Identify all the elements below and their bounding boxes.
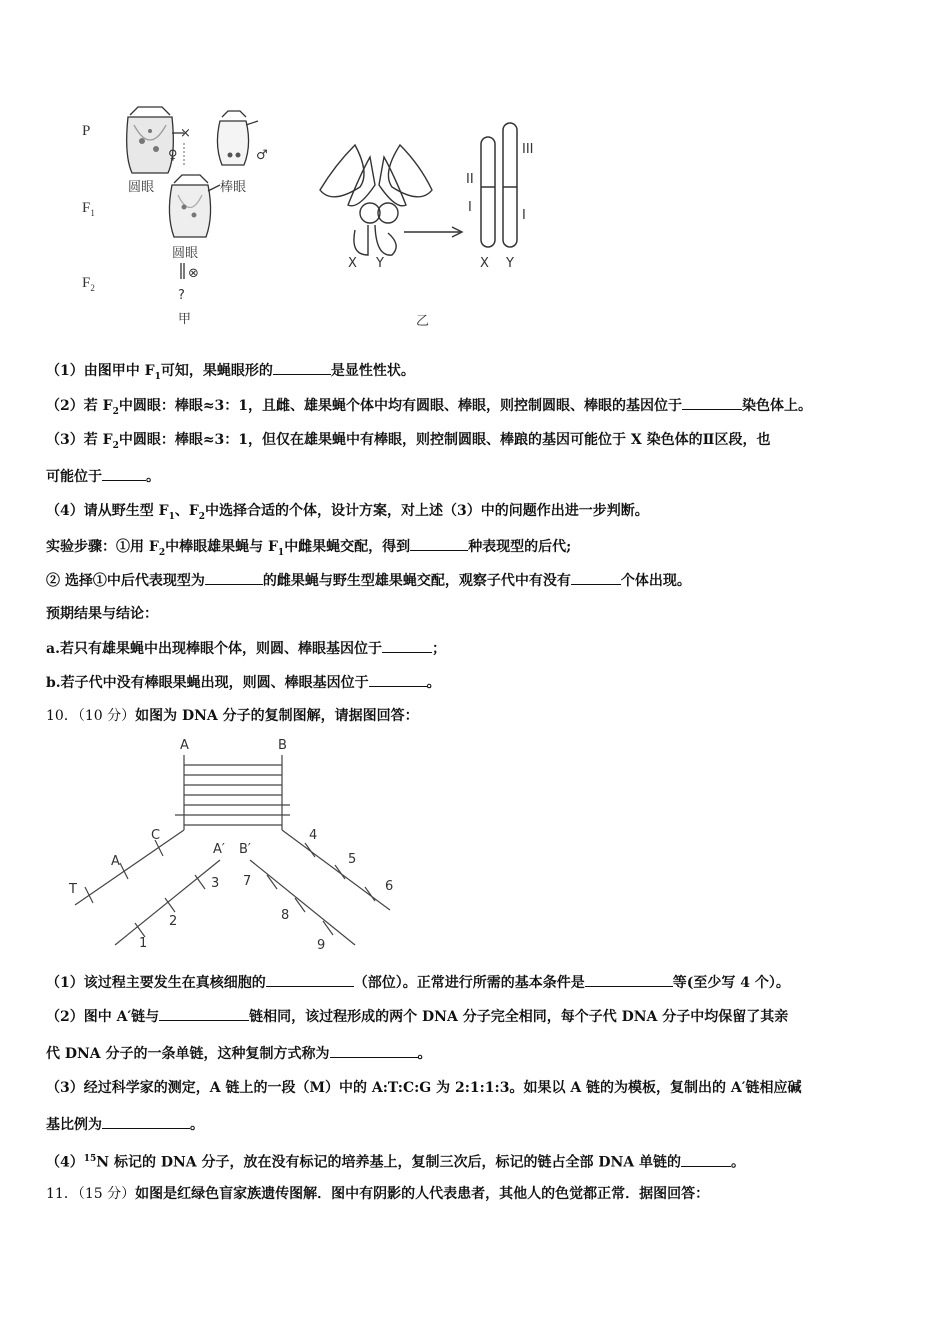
double-helix-parent: [75, 755, 390, 945]
generation-f2-label: $F_2$: [82, 275, 95, 293]
q9-part3-cont: 可能位于 。: [46, 466, 160, 487]
male-fly-bar-eye: [217, 111, 258, 165]
label-a2: A: [111, 854, 120, 869]
chromosome-set-drawing: [320, 145, 462, 255]
answer-blank[interactable]: [571, 570, 621, 585]
question-title: 如图为 DNA 分子的复制图解，请据图回答：: [135, 708, 419, 724]
num-9: 9: [317, 938, 326, 953]
y-chromosome-rod: [503, 123, 517, 247]
num-8: 8: [281, 908, 290, 923]
female-symbol: ♀: [168, 148, 178, 163]
answer-blank[interactable]: [585, 972, 673, 987]
answer-blank[interactable]: [681, 1152, 731, 1167]
q10-part3: （3）经过科学家的测定，A 链上的一段（M）中的 A:T:C:G 为 2:1:1:3。如果以 A 链的为模板，复制出的 A′链相应碱: [46, 1080, 802, 1096]
q11-header: [46, 1184, 709, 1204]
label-c: C: [151, 828, 161, 843]
num-4: 4: [309, 828, 318, 843]
label-t: T: [69, 882, 77, 897]
label-a-prime: A′: [213, 842, 225, 857]
question-number: 11．（15 分）: [46, 1186, 136, 1202]
q9-step1: 实验步骤：①用 $F_2$中棒眼雄果蝇与 $F_1$中雌果蝇交配，得到 种表现型的后代;: [46, 536, 571, 563]
label-x-pair: X: [348, 256, 357, 271]
x-chromosome-rod: [481, 137, 495, 247]
f2-question-mark: ?: [178, 288, 185, 303]
q10-part3-cont: 基比例为 。: [46, 1114, 204, 1135]
q9-step2: ② 选择①中后代表现型为 的雌果蝇与野生型雄果蝇交配，观察子代中有没有 个体出现。: [46, 570, 691, 591]
figure-drawing: [70, 95, 590, 335]
answer-blank[interactable]: [273, 360, 331, 375]
q10-part1: （1）该过程主要发生在真核细胞的 （部位）。正常进行所需的基本条件是 等(至少写 4 个）。: [46, 972, 790, 993]
answer-blank[interactable]: [102, 1114, 190, 1129]
region-i-y-label: I: [522, 208, 526, 223]
q10-header: [46, 706, 419, 726]
q9-expect-heading: 预期结果与结论：: [46, 606, 158, 622]
label-b: B: [278, 738, 287, 753]
label-b-prime: B′: [239, 842, 251, 857]
selfing-symbol: ⊗: [188, 266, 199, 281]
question-title: 如图是红绿色盲家族遗传图解．图中有阴影的人代表患者，其他人的色觉都正常．据图回答：: [135, 1186, 710, 1202]
male-symbol: ♂: [256, 148, 268, 163]
answer-blank[interactable]: [205, 570, 263, 585]
region-iii-label: III: [522, 142, 534, 157]
female-fly-round-eye: [127, 107, 184, 173]
num-7: 7: [243, 874, 252, 889]
answer-blank[interactable]: [330, 1043, 418, 1058]
f1-fly-round-eye: [169, 175, 220, 237]
answer-blank[interactable]: [410, 536, 468, 551]
label-bar-eye-p: 棒眼: [220, 180, 247, 195]
figure-fly-cross-and-chromosomes: [70, 95, 590, 335]
generation-p-label: P: [82, 123, 91, 139]
q10-part2-cont: 代 DNA 分子的一条单链，这种复制方式称为 。: [46, 1043, 432, 1064]
generation-f1-label: $F_1$: [82, 200, 95, 218]
answer-blank[interactable]: [382, 638, 432, 653]
answer-blank[interactable]: [682, 395, 742, 410]
q10-part2: （2）图中 A′链与 链相同，该过程形成的两个 DNA 分子完全相同，每个子代 DNA 分子中均保留了其亲: [46, 1006, 788, 1027]
q9-part2: （2）若 $F_2$中圆眼：棒眼≈3：1，且雌、雄果蝇个体中均有圆眼、棒眼，则控制圆眼、棒眼的基因位于 染色体上。: [46, 395, 812, 422]
region-ii-label: II: [466, 172, 474, 187]
answer-blank[interactable]: [266, 972, 354, 987]
q9-result-b: b.若子代中没有棒眼果蝇出现，则圆、棒眼基因位于 。: [46, 672, 441, 693]
num-3: 3: [211, 876, 220, 891]
num-2: 2: [169, 914, 178, 929]
figure-dna-replication: [55, 735, 415, 960]
question-number: 10．（10 分）: [46, 708, 136, 724]
q9-result-a: a.若只有雄果蝇中出现棒眼个体，则圆、棒眼基因位于 ；: [46, 638, 446, 659]
cross-symbol: ×: [180, 126, 191, 141]
answer-blank[interactable]: [102, 466, 146, 481]
label-round-eye-p: 圆眼: [128, 180, 155, 195]
caption-yi: 乙: [416, 314, 430, 329]
q9-part4: （4）请从野生型 $F_1$、$F_2$中选择合适的个体，设计方案，对上述（3）中的问题作出进一步判断。: [46, 503, 649, 522]
x-chrom-label: X: [480, 256, 489, 271]
y-chrom-label: Y: [506, 256, 514, 271]
q9-part1: （1）由图甲中 $F_1$可知，果蝇眼形的 是显性性状。: [46, 360, 415, 387]
label-y-pair: Y: [376, 256, 384, 271]
q10-part4: $(4)^{15}N$ 标记的 DNA 分子，放在没有标记的培养基上，复制三次后，标记的链占全部 DNA 单链的 。: [46, 1149, 745, 1173]
label-a: A: [180, 738, 189, 753]
label-round-eye-f1: 圆眼: [172, 246, 199, 261]
q9-part3: （3）若 $F_2$中圆眼：棒眼≈3：1，但仅在雄果蝇中有棒眼，则控制圆眼、棒踉的基因可能位于 X 染色体的Ⅱ区段，也: [46, 432, 771, 451]
dna-replication-drawing: [55, 735, 415, 960]
caption-jia: 甲: [178, 312, 192, 327]
num-6: 6: [385, 879, 394, 894]
region-i-x-label: I: [468, 200, 472, 215]
num-1: 1: [139, 936, 148, 951]
answer-blank[interactable]: [369, 672, 427, 687]
num-5: 5: [348, 852, 357, 867]
answer-blank[interactable]: [159, 1006, 249, 1021]
